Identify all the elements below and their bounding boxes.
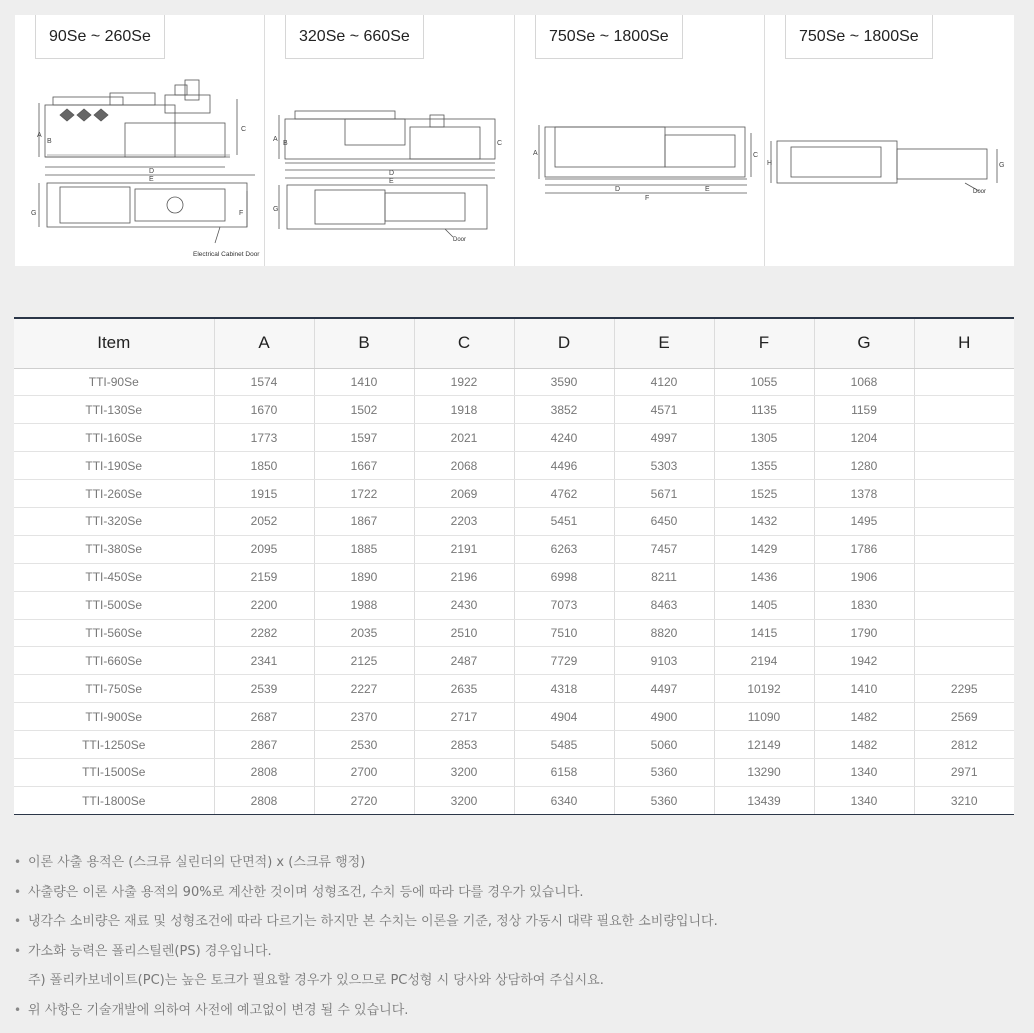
dimension-cell: 5360 (614, 786, 714, 814)
dimension-cell: 1355 (714, 452, 814, 480)
dimension-cell: 5451 (514, 507, 614, 535)
dimension-cell: 2021 (414, 424, 514, 452)
dimension-cell: 6450 (614, 507, 714, 535)
svg-text:C: C (497, 140, 503, 147)
dimension-cell: 7510 (514, 619, 614, 647)
model-cell: TTI-660Se (14, 647, 214, 675)
dimension-cell: 2200 (214, 591, 314, 619)
dimension-cell: 1415 (714, 619, 814, 647)
note-text: 냉각수 소비량은 재료 및 성형조건에 따라 다르기는 하지만 본 수치는 이론을 기준, 정상 가동시 대략 필요한 소비량입니다. (28, 914, 718, 929)
dimension-cell: 4997 (614, 424, 714, 452)
dimension-cell: 2510 (414, 619, 514, 647)
dimension-cell: 5303 (614, 452, 714, 480)
dimension-cell: 4900 (614, 703, 714, 731)
dimension-cell: 1482 (814, 731, 914, 759)
dimension-cell: 1525 (714, 480, 814, 508)
dimension-cell: 7729 (514, 647, 614, 675)
drawing-panel-90-260 (15, 15, 265, 266)
dimension-cell: 13290 (714, 758, 814, 786)
dimension-cell: 12149 (714, 731, 814, 759)
table-row (14, 703, 1014, 731)
dimension-cell: 1885 (314, 535, 414, 563)
dimension-cell: 1574 (214, 368, 314, 396)
dimension-cell: 1340 (814, 786, 914, 814)
dimension-cell: 1597 (314, 424, 414, 452)
dimension-cell: 5485 (514, 731, 614, 759)
dimension-cell: 1722 (314, 480, 414, 508)
column-header: F (714, 319, 814, 368)
dimension-cell: 1667 (314, 452, 414, 480)
dimension-cell: 1410 (314, 368, 414, 396)
dimension-cell: 1305 (714, 424, 814, 452)
model-cell: TTI-750Se (14, 675, 214, 703)
dimension-cell: 1378 (814, 480, 914, 508)
column-header: D (514, 319, 614, 368)
dimension-cell: 6340 (514, 786, 614, 814)
model-cell: TTI-260Se (14, 480, 214, 508)
table-row (14, 758, 1014, 786)
column-header: G (814, 319, 914, 368)
drawing-panel-320-660 (265, 15, 515, 266)
table-row (14, 619, 1014, 647)
dimension-cell: 2159 (214, 563, 314, 591)
model-cell: TTI-320Se (14, 507, 214, 535)
svg-text:E: E (389, 178, 394, 185)
dimension-cell: 1482 (814, 703, 914, 731)
table-row (14, 480, 1014, 508)
column-header: H (914, 319, 1014, 368)
dimension-cell: 1204 (814, 424, 914, 452)
panel-label: 320Se ~ 660Se (285, 15, 424, 59)
svg-text:A: A (533, 150, 538, 157)
dimension-cell: 3852 (514, 396, 614, 424)
dimension-cell: 1436 (714, 563, 814, 591)
dimension-cell (914, 619, 1014, 647)
table-row (14, 786, 1014, 814)
dimension-cell: 2812 (914, 731, 1014, 759)
dimension-cell: 7073 (514, 591, 614, 619)
table-row (14, 535, 1014, 563)
dimension-cell: 4120 (614, 368, 714, 396)
table-row (14, 368, 1014, 396)
table-row (14, 424, 1014, 452)
model-cell: TTI-380Se (14, 535, 214, 563)
panel-note: Electrical Cabinet Door (193, 251, 260, 258)
dimension-cell: 6158 (514, 758, 614, 786)
svg-text:F: F (645, 195, 650, 202)
dimension-cell: 8463 (614, 591, 714, 619)
model-cell: TTI-190Se (14, 452, 214, 480)
model-cell: TTI-1500Se (14, 758, 214, 786)
dimension-cell: 2068 (414, 452, 514, 480)
table-row (14, 396, 1014, 424)
dimension-cell: 6998 (514, 563, 614, 591)
dimension-cell: 2867 (214, 731, 314, 759)
dimension-cell: 2430 (414, 591, 514, 619)
notes-list (14, 848, 1014, 1025)
bullet-icon: • (14, 943, 22, 958)
dimension-cell: 1918 (414, 396, 514, 424)
dimension-cell: 3210 (950, 793, 978, 808)
dimension-cell: 1915 (214, 480, 314, 508)
note-item (14, 907, 1014, 937)
svg-text:A: A (37, 132, 42, 139)
column-header: Item (14, 319, 214, 368)
dimension-cell: 1890 (314, 563, 414, 591)
dimension-cell (914, 647, 1014, 675)
dimension-cell: 8211 (614, 563, 714, 591)
dimension-cell: 2717 (414, 703, 514, 731)
note-text: 가소화 능력은 폴리스틸렌(PS) 경우입니다. (28, 943, 272, 959)
dimension-cell: 2125 (314, 647, 414, 675)
dimension-cell (914, 368, 1014, 396)
svg-text:C: C (241, 126, 247, 133)
dimension-cell: 1867 (314, 507, 414, 535)
column-header: A (214, 319, 314, 368)
note-item (14, 848, 1014, 878)
dimension-cell: 2282 (214, 619, 314, 647)
model-cell: TTI-90Se (14, 368, 214, 396)
dimension-cell (914, 452, 1014, 480)
note-item (14, 878, 1014, 908)
table-body (14, 368, 1014, 814)
dimension-cell: 1280 (814, 452, 914, 480)
dimension-cell: 2069 (414, 480, 514, 508)
panel-label: 90Se ~ 260Se (35, 15, 165, 59)
dimension-cell: 1790 (814, 619, 914, 647)
dimension-cell: 4904 (514, 703, 614, 731)
dimension-cell: 11090 (714, 703, 814, 731)
dimension-cell: 2808 (214, 786, 314, 814)
dimension-cell: 7457 (614, 535, 714, 563)
dimension-cell: 1405 (714, 591, 814, 619)
dimension-cell: 4496 (514, 452, 614, 480)
dimension-cell: 2035 (314, 619, 414, 647)
dimension-cell (914, 480, 1014, 508)
note-text: 이론 사출 용적은 (스크류 실린더의 단면적) x (스크류 행정) (28, 855, 366, 870)
model-cell: TTI-1800Se (14, 786, 214, 814)
dimension-cell: 2539 (214, 675, 314, 703)
model-cell: TTI-900Se (14, 703, 214, 731)
table-header-row (14, 319, 1014, 368)
dimension-cell: 1495 (814, 507, 914, 535)
svg-text:H: H (767, 160, 773, 167)
column-header: C (414, 319, 514, 368)
svg-text:D: D (389, 170, 395, 177)
svg-text:F: F (239, 210, 244, 217)
dimension-cell (914, 535, 1014, 563)
dimension-cell: 9103 (614, 647, 714, 675)
dimension-cell: 1055 (714, 368, 814, 396)
dimension-cell: 2194 (714, 647, 814, 675)
svg-text:E: E (149, 176, 154, 183)
model-cell: TTI-160Se (14, 424, 214, 452)
dimension-cell: 2971 (914, 758, 1014, 786)
dimension-cell: 8820 (614, 619, 714, 647)
dimension-cell: 2720 (314, 786, 414, 814)
dimension-cell: 1068 (814, 368, 914, 396)
svg-text:D: D (149, 168, 155, 175)
dimension-cell: 1942 (814, 647, 914, 675)
dimension-cell: 5360 (614, 758, 714, 786)
dimension-cell: 2808 (214, 758, 314, 786)
dimension-cell (914, 563, 1014, 591)
dimension-cell: 2191 (414, 535, 514, 563)
dimension-cell: 4240 (514, 424, 614, 452)
dimension-cell: 2203 (414, 507, 514, 535)
bullet-icon: • (14, 884, 22, 899)
dimension-cell: 3200 (414, 786, 514, 814)
dimension-cell: 2853 (414, 731, 514, 759)
drawing-panel-750-1800-top (765, 15, 1014, 266)
table-row (14, 675, 1014, 703)
dimension-cell: 6263 (514, 535, 614, 563)
dimension-cell: 2052 (214, 507, 314, 535)
svg-text:A: A (273, 136, 278, 143)
dimension-cell: 3590 (514, 368, 614, 396)
dimension-cell: 2227 (314, 675, 414, 703)
bullet-icon: • (14, 855, 22, 869)
model-cell: TTI-130Se (14, 396, 214, 424)
table-row (14, 507, 1014, 535)
table-row (14, 731, 1014, 759)
dimension-cell: 1432 (714, 507, 814, 535)
panel-label: 750Se ~ 1800Se (535, 15, 683, 59)
note-text: 주) 폴리카보네이트(PC)는 높은 토크가 필요할 경우가 있으므로 PC성형 시 당사와 상담하여 주십시요. (28, 973, 604, 988)
dimension-cell: 1988 (314, 591, 414, 619)
model-cell: TTI-500Se (14, 591, 214, 619)
dimension-cell (914, 507, 1014, 535)
svg-text:B: B (47, 138, 52, 145)
dimension-cell: 1502 (314, 396, 414, 424)
dimension-cell: 1429 (714, 535, 814, 563)
note-item (14, 937, 1014, 967)
dimension-cell: 1135 (714, 396, 814, 424)
model-cell: TTI-450Se (14, 563, 214, 591)
panel-label: 750Se ~ 1800Se (785, 15, 933, 59)
dimension-cell: 13439 (714, 786, 814, 814)
column-header: E (614, 319, 714, 368)
dimension-cell: 1786 (814, 535, 914, 563)
dimension-cell: 1922 (414, 368, 514, 396)
svg-text:C: C (753, 152, 759, 159)
dimension-cell: 2700 (314, 758, 414, 786)
dimension-cell: 2341 (214, 647, 314, 675)
dimension-cell: 1340 (814, 758, 914, 786)
note-text: 사출량은 이론 사출 용적의 90%로 계산한 것이며 성형조건, 수치 등에 따라 다를 경우가 있습니다. (28, 884, 584, 900)
dimension-cell: 5671 (614, 480, 714, 508)
dimension-cell: 4497 (614, 675, 714, 703)
drawing-panel-750-1800-side (515, 15, 765, 266)
dimension-cell: 2370 (314, 703, 414, 731)
dimension-cell (914, 424, 1014, 452)
svg-text:G: G (999, 162, 1005, 169)
dimension-cell: 10192 (714, 675, 814, 703)
dimension-cell: 2530 (314, 731, 414, 759)
dimension-cell: 5060 (614, 731, 714, 759)
note-item (14, 996, 1014, 1026)
dimension-cell: 2687 (214, 703, 314, 731)
column-header: B (314, 319, 414, 368)
dimension-cell: 3200 (414, 758, 514, 786)
dimension-cell: 1159 (814, 396, 914, 424)
dimension-cell: 1906 (814, 563, 914, 591)
svg-text:D: D (615, 186, 621, 193)
note-text: 위 사항은 기술개발에 의하여 사전에 예고없이 변경 될 수 있습니다. (28, 1002, 409, 1018)
dimension-cell: 4762 (514, 480, 614, 508)
dimension-cell: 2095 (214, 535, 314, 563)
panel-note: Door (973, 189, 987, 195)
dimension-cell (914, 396, 1014, 424)
dimension-cell: 1773 (214, 424, 314, 452)
panel-note: Door (453, 237, 467, 243)
svg-text:G: G (273, 206, 279, 213)
model-cell: TTI-560Se (14, 619, 214, 647)
dimension-cell (914, 591, 1014, 619)
dimension-cell: 1830 (814, 591, 914, 619)
svg-text:B: B (283, 140, 288, 147)
dimension-cell: 1410 (814, 675, 914, 703)
dimension-cell: 1850 (214, 452, 314, 480)
dimension-cell: 2635 (414, 675, 514, 703)
svg-text:E: E (705, 186, 710, 193)
dimension-cell: 1670 (214, 396, 314, 424)
model-cell: TTI-1250Se (14, 731, 214, 759)
table-row (14, 452, 1014, 480)
table-row (14, 591, 1014, 619)
svg-text:G: G (31, 210, 37, 217)
dimension-cell: 2295 (914, 675, 1014, 703)
dimension-cell: 2569 (914, 703, 1014, 731)
table-row (14, 647, 1014, 675)
table-row (14, 563, 1014, 591)
dimension-table (14, 317, 1014, 815)
bullet-icon: • (14, 1002, 22, 1017)
note-item (14, 966, 1014, 996)
machine-drawings (15, 15, 1014, 266)
dimension-cell: 4571 (614, 396, 714, 424)
dimension-cell: 2487 (414, 647, 514, 675)
dimension-cell: 4318 (514, 675, 614, 703)
dimension-cell: 2196 (414, 563, 514, 591)
bullet-icon: • (14, 914, 22, 928)
